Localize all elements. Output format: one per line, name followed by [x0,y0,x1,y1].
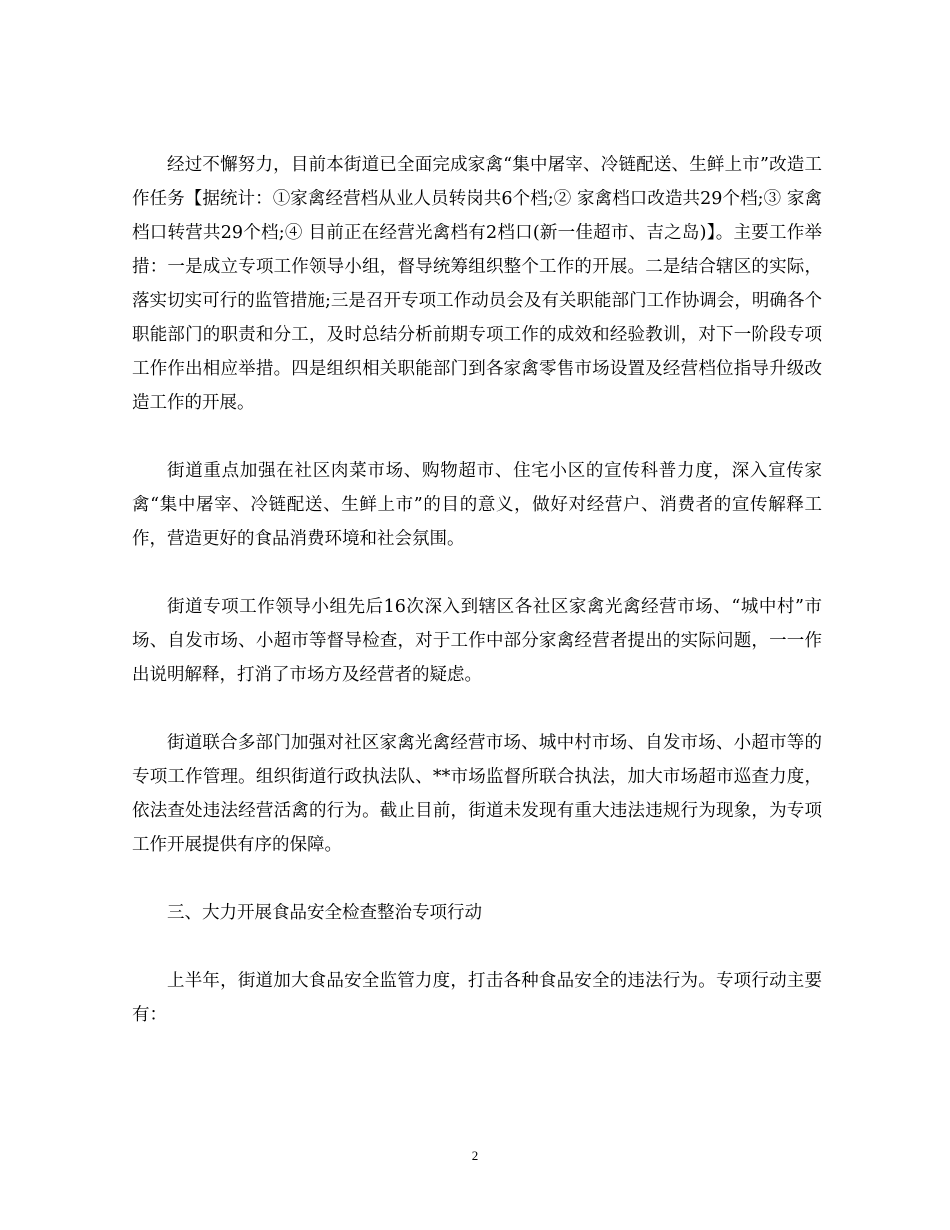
paragraph-publicity: 街道重点加强在社区肉菜市场、购物超市、住宅小区的宣传科普力度，深入宣传家禽“集中屠宰、冷链配送、生鲜上市”的目的意义，做好对经营户、消费者的宣传解释工作，营造更好的食品消费环境和社会氛围。 [132,461,822,549]
paragraph-gap [132,556,822,590]
section-heading: 三、大力开展食品安全检查整治专项行动 [167,903,482,923]
paragraph-inspection: 街道专项工作领导小组先后16次深入到辖区各社区家禽光禽经营市场、“城中村”市场、自发市场、小超市等督导检查，对于工作中部分家禽经营者提出的实际问题，一一作出说明解释，打消了市场方及经营者的疑虑。 [132,597,822,685]
paragraph-enforcement: 街道联合多部门加强对社区家禽光禽经营市场、城中村市场、自发市场、小超市等的专项工作管理。组织街道行政执法队、**市场监督所联合执法，加大市场超市巡查力度，依法查处违法经营活禽的行为。截止目前，街道未发现有重大违法违规行为现象，为专项工作开展提供有序的保障。 [132,733,822,855]
paragraph-gap [132,420,822,454]
paragraph-gap [132,930,822,964]
paragraph-poultry-reform: 经过不懈努力，目前本街道已全面完成家禽“集中屠宰、冷链配送、生鲜上市”改造工作任务【据统计：①家禽经营档从业人员转岗共6个档;② 家禽档口改造共29个档;③ 家禽档口转营共29个档;④ 目前正在经营光禽档有2档口(新一佳超市、吉之岛)】。主要工作举措：一是成立专项工作领导小组，督导统筹组织整个工作的开展。二是结合辖区的实际，落实切实可行的监管措施;三是召开专项工作动员会及有关职能部门工作协调会，明确各个职能部门的职责和分工，及时总结分析前期专项工作的成效和经验教训，对下一阶段专项工作作出相应举措。四是组织相关职能部门到各家禽零售市场设置及经营档位指导升级改造工作的开展。 [132,155,822,413]
paragraph-gap [132,862,822,896]
document-body [132,148,822,1032]
paragraph-food-safety: 上半年，街道加大食品安全监管力度，打击各种食品安全的违法行为。专项行动主要有： [132,971,822,1025]
paragraph-gap [132,692,822,726]
page-number: 2 [471,1148,479,1163]
